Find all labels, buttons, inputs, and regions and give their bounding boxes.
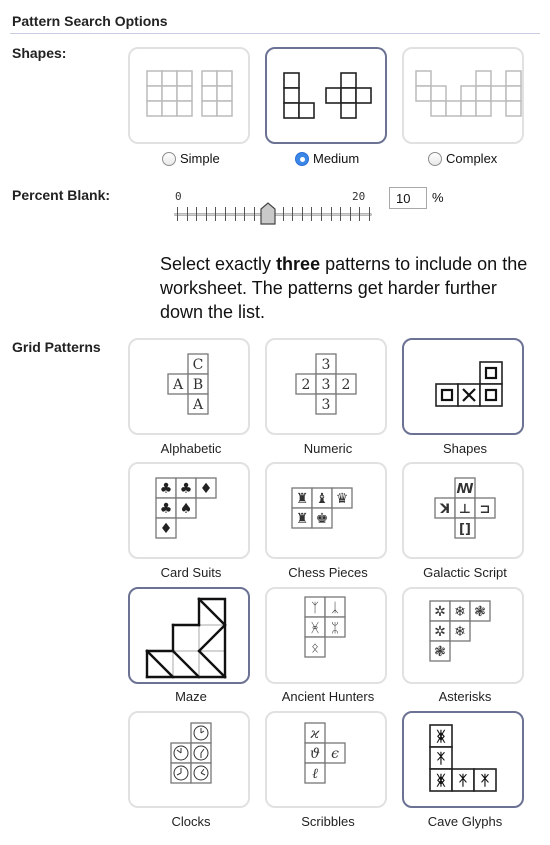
slider-tick (292, 207, 293, 221)
asterisk-cell: ❃ (474, 604, 486, 620)
asterisk-cell: ❄ (454, 604, 466, 620)
pattern-tile-ancient-hunters[interactable] (265, 587, 387, 684)
grid-patterns-label: Grid Patterns (12, 339, 101, 355)
pattern-tile-asterisks[interactable] (402, 587, 524, 684)
ancient-hunters-preview (267, 589, 389, 686)
instructions-bold-count: three (276, 254, 321, 274)
slider-tick (340, 207, 341, 221)
card-suit-cell: ♣ (159, 481, 173, 497)
slider-tick (244, 207, 245, 221)
card-suit-cell: ♠ (179, 501, 193, 517)
pattern-tile-galactic-script[interactable] (402, 462, 524, 559)
complex-shapes-preview (404, 49, 526, 146)
hunter-cell: ᚸ (311, 621, 319, 636)
slider-max-label: 20 (352, 190, 366, 203)
scribble-cell: ϑ (309, 746, 321, 762)
slider-thumb[interactable] (259, 202, 277, 226)
chess-cell: ♝ (315, 491, 329, 507)
alphabetic-cell: C (192, 357, 204, 373)
radio-button-simple[interactable] (162, 152, 176, 166)
slider-tick (302, 207, 303, 221)
pattern-caption-card-suits: Card Suits (160, 565, 222, 580)
shape-option-simple-tile[interactable] (128, 47, 250, 144)
alphabetic-cell: B (192, 377, 204, 393)
title-divider (10, 33, 540, 34)
alphabetic-preview (130, 340, 252, 437)
slider-tick (206, 207, 207, 221)
pattern-caption-clocks: Clocks (171, 814, 211, 829)
slider-tick (196, 207, 197, 221)
clocks-preview (130, 713, 252, 810)
alphabetic-cell: A (192, 397, 204, 413)
radio-medium[interactable] (295, 151, 359, 166)
cave-glyph-cell: ᛤ (436, 729, 446, 745)
pattern-tile-card-suits[interactable] (128, 462, 250, 559)
asterisk-cell: ✲ (434, 604, 446, 620)
radio-complex[interactable] (428, 151, 497, 166)
percent-blank-label: Percent Blank: (12, 187, 111, 203)
numeric-cell: 3 (321, 377, 331, 393)
chess-pieces-preview (267, 464, 389, 561)
shape-option-medium-tile[interactable] (265, 47, 387, 144)
card-suit-cell: ♣ (179, 481, 193, 497)
numeric-cell: 2 (341, 377, 351, 393)
galactic-cell: ⊥ (459, 502, 471, 517)
pattern-tile-shapes[interactable] (402, 338, 524, 435)
slider-tick (283, 207, 284, 221)
chess-cell: ♚ (315, 511, 329, 527)
slider-tick (215, 207, 216, 221)
numeric-cell: 3 (321, 357, 331, 373)
pattern-caption-ancient-hunters: Ancient Hunters (281, 689, 375, 704)
cave-glyph-cell: ᛡ (436, 751, 446, 767)
medium-shapes-preview (267, 49, 389, 146)
radio-button-complex[interactable] (428, 152, 442, 166)
asterisk-cell: ❃ (434, 644, 446, 660)
slider-tick (177, 207, 178, 221)
slider-min-label: 0 (175, 190, 182, 203)
hunter-cell: ᛟ (311, 641, 319, 656)
slider-tick (254, 207, 255, 221)
pattern-caption-shapes: Shapes (442, 441, 488, 456)
pattern-caption-cave-glyphs: Cave Glyphs (427, 814, 503, 829)
pattern-tile-alphabetic[interactable] (128, 338, 250, 435)
slider-tick (350, 207, 351, 221)
scribbles-preview (267, 713, 389, 810)
cave-glyph-cell: ᛡ (480, 773, 490, 789)
asterisk-cell: ✲ (434, 624, 446, 640)
cave-glyph-cell: ᛡ (458, 773, 468, 789)
radio-label-simple: Simple (180, 151, 220, 166)
scribble-cell: ϰ (310, 726, 320, 742)
numeric-cell: 2 (301, 377, 311, 393)
page-title: Pattern Search Options (12, 13, 168, 29)
pattern-tile-scribbles[interactable] (265, 711, 387, 808)
cave-glyphs-preview (404, 713, 526, 810)
asterisks-preview (404, 589, 526, 686)
card-suit-cell: ♦ (159, 521, 173, 537)
slider-tick (331, 207, 332, 221)
hunter-cell: ᛣ (331, 601, 339, 616)
pattern-caption-alphabetic: Alphabetic (160, 441, 222, 456)
shape-option-complex-tile[interactable] (402, 47, 524, 144)
galactic-cell: ꟿ (456, 482, 474, 497)
pattern-caption-galactic-script: Galactic Script (423, 565, 507, 580)
scribble-cell: ℓ (312, 766, 318, 782)
galactic-script-preview (404, 464, 526, 561)
instructions-part-2: patterns to include on the worksheet. The patterns get harder further down the list. (160, 254, 528, 322)
card-suit-cell: ♣ (159, 501, 173, 517)
shapes-pattern-preview (404, 340, 526, 437)
percent-unit: % (432, 190, 444, 205)
cave-glyph-cell: ᛤ (436, 773, 446, 789)
slider-tick (187, 207, 188, 221)
galactic-cell: ⊐ (479, 502, 491, 517)
shapes-label: Shapes: (12, 45, 67, 61)
pattern-caption-maze: Maze (175, 689, 207, 704)
percent-blank-input[interactable]: 10 (389, 187, 427, 209)
pattern-caption-chess-pieces: Chess Pieces (288, 565, 368, 580)
scribble-cell: ϵ (331, 746, 339, 762)
hunter-cell: ᛉ (311, 601, 319, 616)
slider-tick (225, 207, 226, 221)
radio-label-medium: Medium (313, 151, 360, 166)
simple-shapes-preview (130, 49, 252, 146)
card-suits-preview (130, 464, 252, 561)
chess-cell: ♜ (295, 491, 309, 507)
chess-cell: ♜ (295, 511, 309, 527)
radio-button-medium[interactable] (295, 152, 309, 166)
slider-tick (311, 207, 312, 221)
pattern-caption-scribbles: Scribbles (301, 814, 355, 829)
galactic-cell: ꓘ (439, 502, 451, 517)
hunter-cell: ᛯ (331, 621, 339, 636)
pattern-tile-cave-glyphs[interactable] (402, 711, 524, 808)
numeric-cell: 3 (321, 397, 331, 413)
slider-tick (359, 207, 360, 221)
radio-simple[interactable] (162, 151, 220, 166)
instructions-text (160, 252, 530, 324)
numeric-preview (267, 340, 389, 437)
slider-tick (321, 207, 322, 221)
pattern-caption-asterisks: Asterisks (438, 689, 492, 704)
pattern-tile-maze[interactable] (128, 587, 250, 684)
slider-tick (369, 207, 370, 221)
pattern-tile-numeric[interactable] (265, 338, 387, 435)
radio-label-complex: Complex (446, 151, 498, 166)
chess-cell: ♛ (335, 491, 349, 507)
galactic-cell: [] (459, 522, 471, 537)
pattern-caption-numeric: Numeric (303, 441, 353, 456)
asterisk-cell: ❄ (454, 624, 466, 640)
slider-tick (235, 207, 236, 221)
pattern-tile-clocks[interactable] (128, 711, 250, 808)
card-suit-cell: ♦ (199, 481, 213, 497)
pattern-tile-chess-pieces[interactable] (265, 462, 387, 559)
maze-preview (130, 589, 252, 686)
alphabetic-cell: A (172, 377, 184, 393)
instructions-part-1: Select exactly (160, 254, 277, 274)
